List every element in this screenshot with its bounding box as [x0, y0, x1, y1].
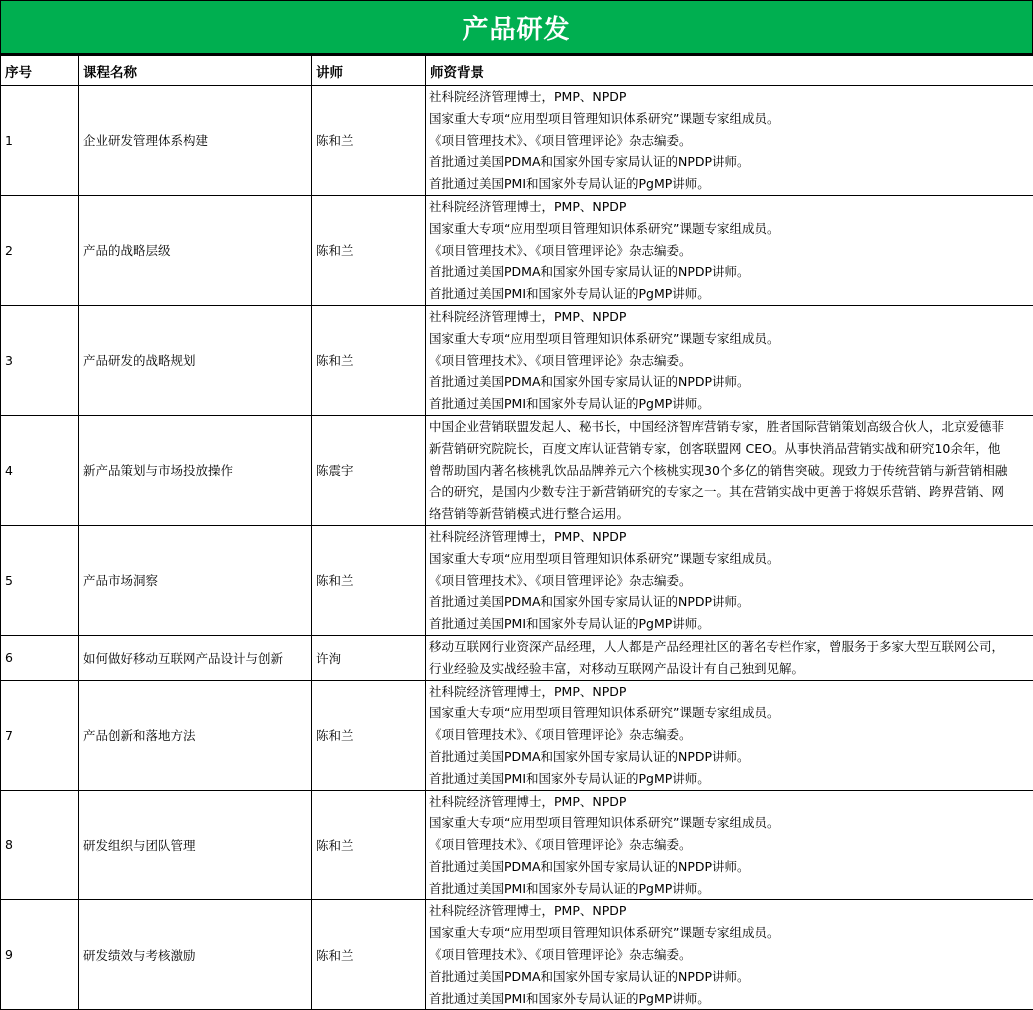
background-line: 首批通过美国PMI和国家外专局认证的PgMP讲师。 [429, 988, 1033, 1010]
cell-background [426, 680, 1033, 790]
cell-course: 如何做好移动互联网产品设计与创新 [79, 635, 312, 680]
cell-no: 1 [1, 86, 79, 196]
table-row [1, 790, 1033, 900]
background-line: 国家重大专项“应用型项目管理知识体系研究”课题专家组成员。 [429, 548, 1033, 570]
cell-no: 8 [1, 790, 79, 900]
table-row [1, 680, 1033, 790]
table-row [1, 195, 1033, 305]
cell-course: 产品的战略层级 [79, 195, 312, 305]
background-line: 国家重大专项“应用型项目管理知识体系研究”课题专家组成员。 [429, 812, 1033, 834]
cell-lecturer: 陈和兰 [312, 900, 426, 1010]
background-line: 曾帮助国内著名核桃乳饮品品牌养元六个核桃实现30个多亿的销售突破。现致力于传统营销与新营销相融 [429, 460, 1033, 482]
cell-lecturer: 陈和兰 [312, 195, 426, 305]
table-row [1, 635, 1033, 680]
course-table [0, 55, 1033, 1010]
cell-lecturer: 陈和兰 [312, 305, 426, 415]
cell-no: 4 [1, 415, 79, 525]
cell-course: 企业研发管理体系构建 [79, 86, 312, 196]
header-row [1, 56, 1033, 86]
cell-no: 7 [1, 680, 79, 790]
background-line: 社科院经济管理博士，PMP、NPDP [429, 681, 1033, 703]
cell-background [426, 195, 1033, 305]
cell-course: 研发组织与团队管理 [79, 790, 312, 900]
background-line: 络营销等新营销模式进行整合运用。 [429, 503, 1033, 525]
background-line: 首批通过美国PMI和国家外专局认证的PgMP讲师。 [429, 878, 1033, 900]
background-line: 国家重大专项“应用型项目管理知识体系研究”课题专家组成员。 [429, 328, 1033, 350]
cell-course: 产品市场洞察 [79, 525, 312, 635]
page-title: 产品研发 [462, 9, 570, 46]
table-row [1, 86, 1033, 196]
cell-background [426, 305, 1033, 415]
cell-course: 研发绩效与考核激励 [79, 900, 312, 1010]
cell-background [426, 790, 1033, 900]
cell-course: 新产品策划与市场投放操作 [79, 415, 312, 525]
cell-lecturer: 陈和兰 [312, 525, 426, 635]
background-line: 国家重大专项“应用型项目管理知识体系研究”课题专家组成员。 [429, 218, 1033, 240]
cell-background [426, 635, 1033, 680]
table-row [1, 525, 1033, 635]
background-line: 首批通过美国PMI和国家外专局认证的PgMP讲师。 [429, 283, 1033, 305]
cell-no: 6 [1, 635, 79, 680]
cell-lecturer: 陈和兰 [312, 86, 426, 196]
cell-no: 2 [1, 195, 79, 305]
cell-lecturer: 许洵 [312, 635, 426, 680]
table-row [1, 900, 1033, 1010]
cell-lecturer: 陈和兰 [312, 790, 426, 900]
background-line: 社科院经济管理博士，PMP、NPDP [429, 196, 1033, 218]
background-line: 《项目管理技术》、《项目管理评论》杂志编委。 [429, 240, 1033, 262]
background-line: 社科院经济管理博士，PMP、NPDP [429, 526, 1033, 548]
background-line: 首批通过美国PDMA和国家外国专家局认证的NPDP讲师。 [429, 966, 1033, 988]
background-line: 社科院经济管理博士，PMP、NPDP [429, 791, 1033, 813]
cell-lecturer: 陈震宇 [312, 415, 426, 525]
background-line: 首批通过美国PDMA和国家外国专家局认证的NPDP讲师。 [429, 151, 1033, 173]
background-line: 首批通过美国PMI和国家外专局认证的PgMP讲师。 [429, 173, 1033, 195]
background-line: 中国企业营销联盟发起人、秘书长，中国经济智库营销专家，胜者国际营销策划高级合伙人，北京爱德菲 [429, 416, 1033, 438]
background-line: 《项目管理技术》、《项目管理评论》杂志编委。 [429, 130, 1033, 152]
background-line: 首批通过美国PDMA和国家外国专家局认证的NPDP讲师。 [429, 371, 1033, 393]
background-line: 社科院经济管理博士，PMP、NPDP [429, 306, 1033, 328]
cell-no: 5 [1, 525, 79, 635]
background-line: 《项目管理技术》、《项目管理评论》杂志编委。 [429, 834, 1033, 856]
cell-background [426, 525, 1033, 635]
background-line: 国家重大专项“应用型项目管理知识体系研究”课题专家组成员。 [429, 108, 1033, 130]
background-line: 《项目管理技术》、《项目管理评论》杂志编委。 [429, 944, 1033, 966]
cell-background [426, 415, 1033, 525]
background-line: 社科院经济管理博士，PMP、NPDP [429, 900, 1033, 922]
background-line: 首批通过美国PMI和国家外专局认证的PgMP讲师。 [429, 393, 1033, 415]
cell-course: 产品创新和落地方法 [79, 680, 312, 790]
cell-no: 9 [1, 900, 79, 1010]
background-line: 首批通过美国PDMA和国家外国专家局认证的NPDP讲师。 [429, 591, 1033, 613]
table-row [1, 305, 1033, 415]
background-line: 《项目管理技术》、《项目管理评论》杂志编委。 [429, 724, 1033, 746]
cell-no: 3 [1, 305, 79, 415]
title-bar [0, 0, 1033, 55]
header-no: 序号 [1, 56, 79, 86]
background-line: 首批通过美国PDMA和国家外国专家局认证的NPDP讲师。 [429, 261, 1033, 283]
header-course: 课程名称 [79, 56, 312, 86]
background-line: 首批通过美国PDMA和国家外国专家局认证的NPDP讲师。 [429, 746, 1033, 768]
background-line: 合的研究，是国内少数专注于新营销研究的专家之一。其在营销实战中更善于将娱乐营销、跨界营销、网 [429, 481, 1033, 503]
background-line: 新营销研究院院长，百度文库认证营销专家，创客联盟网 CEO。从事快消品营销实战和研究10余年，他 [429, 438, 1033, 460]
background-line: 移动互联网行业资深产品经理，人人都是产品经理社区的著名专栏作家，曾服务于多家大型互联网公司， [429, 636, 1033, 658]
background-line: 行业经验及实战经验丰富，对移动互联网产品设计有自己独到见解。 [429, 658, 1033, 680]
background-line: 社科院经济管理博士，PMP、NPDP [429, 86, 1033, 108]
header-lecturer: 讲师 [312, 56, 426, 86]
cell-lecturer: 陈和兰 [312, 680, 426, 790]
background-line: 国家重大专项“应用型项目管理知识体系研究”课题专家组成员。 [429, 702, 1033, 724]
background-line: 首批通过美国PDMA和国家外国专家局认证的NPDP讲师。 [429, 856, 1033, 878]
cell-course: 产品研发的战略规划 [79, 305, 312, 415]
background-line: 《项目管理技术》、《项目管理评论》杂志编委。 [429, 570, 1033, 592]
header-background: 师资背景 [426, 56, 1033, 86]
background-line: 首批通过美国PMI和国家外专局认证的PgMP讲师。 [429, 613, 1033, 635]
background-line: 首批通过美国PMI和国家外专局认证的PgMP讲师。 [429, 768, 1033, 790]
table-row [1, 415, 1033, 525]
background-line: 国家重大专项“应用型项目管理知识体系研究”课题专家组成员。 [429, 922, 1033, 944]
cell-background [426, 900, 1033, 1010]
cell-background [426, 86, 1033, 196]
background-line: 《项目管理技术》、《项目管理评论》杂志编委。 [429, 350, 1033, 372]
